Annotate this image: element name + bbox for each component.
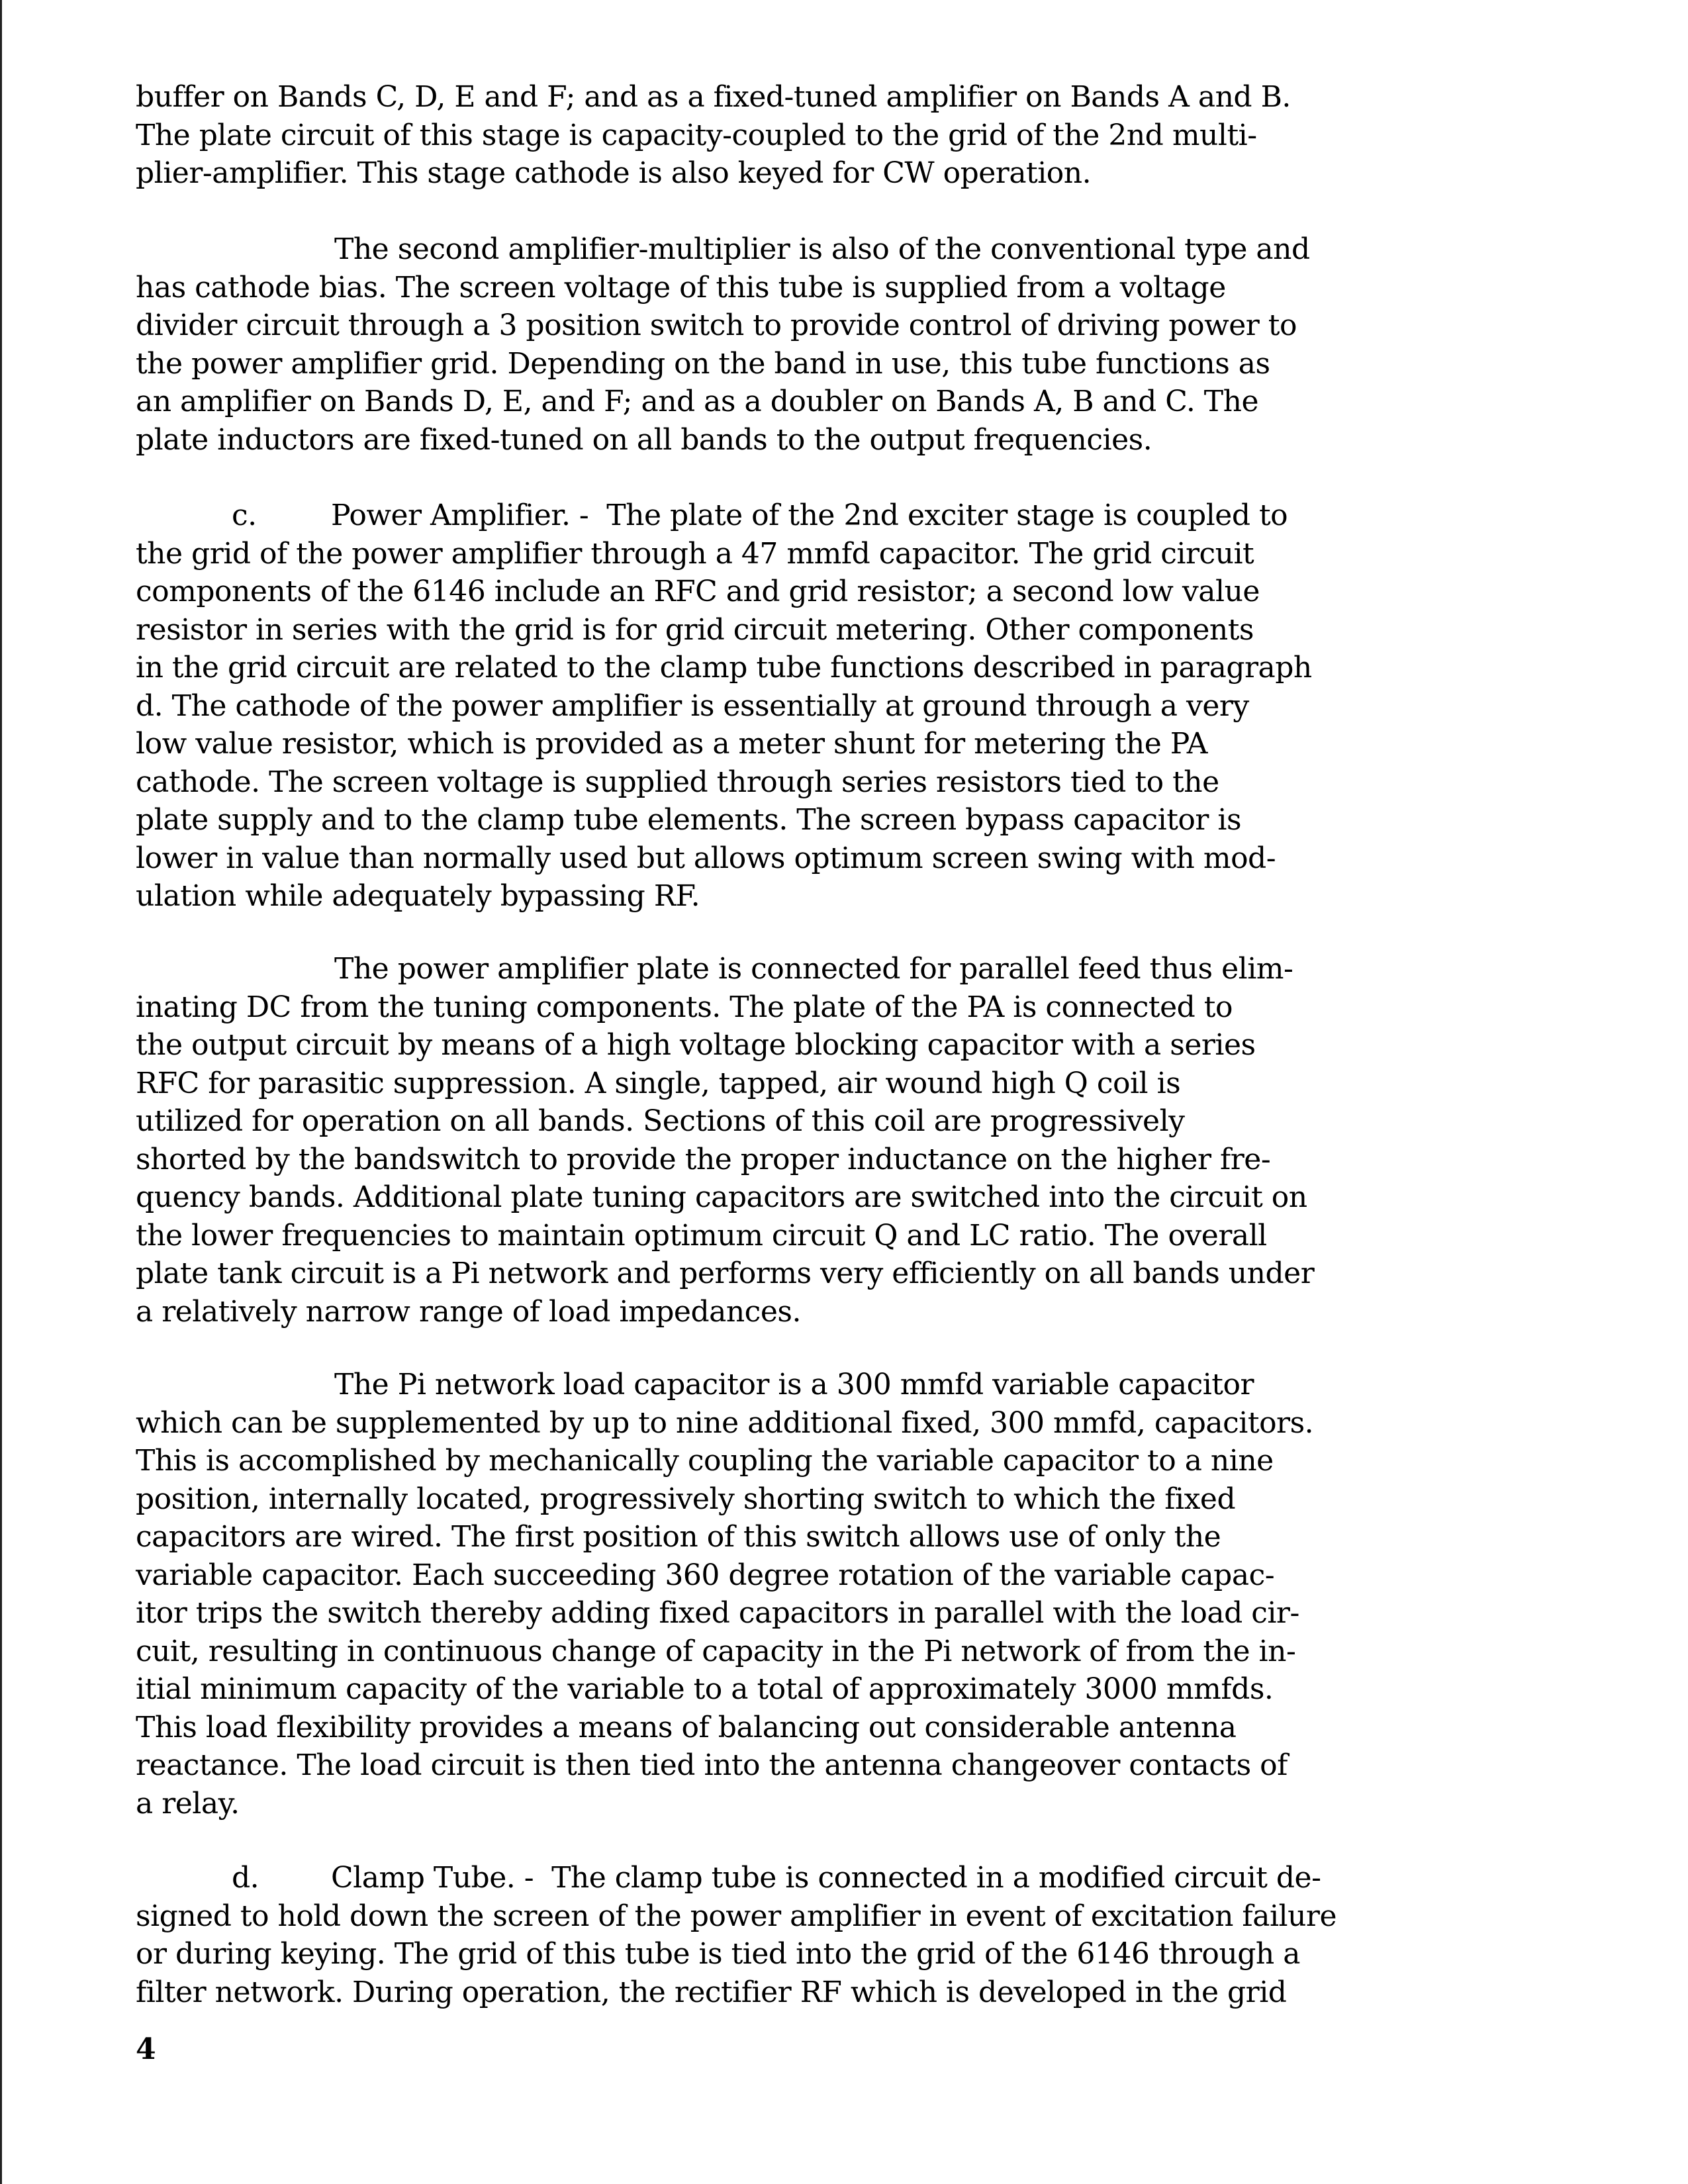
text-line: d. The cathode of the power amplifier is essentially at ground through a very: [136, 688, 1249, 723]
section-d-clamp-tube: [136, 1859, 1519, 2011]
text-line: which can be supplemented by up to nine additional fixed, 300 mmfd, capacitors.: [136, 1405, 1314, 1440]
text-line: The plate of the 2nd exciter stage is coupled to: [606, 499, 1288, 532]
section-letter: d.: [232, 1861, 259, 1895]
text-line: capacitors are wired. The first position of this switch allows use of only the: [136, 1520, 1221, 1554]
paragraph-pa-plate-feed: [136, 950, 1519, 1331]
text-line: The plate circuit of this stage is capacity-coupled to the grid of the 2nd multi-: [136, 118, 1257, 152]
text-line: plate supply and to the clamp tube elements. The screen bypass capacitor is: [136, 803, 1242, 837]
text-line: RFC for parasitic suppression. A single, tapped, air wound high Q coil is: [136, 1066, 1181, 1100]
text-line: shorted by the bandswitch to provide the proper inductance on the higher fre-: [136, 1142, 1271, 1176]
scan-edge-line: [0, 0, 2, 2184]
text-line: resistor in series with the grid is for grid circuit metering. Other components: [136, 612, 1254, 647]
text-line: plate tank circuit is a Pi network and performs very efficiently on all bands under: [136, 1257, 1315, 1290]
text-line: the power amplifier grid. Depending on the band in use, this tube functions as: [136, 346, 1270, 381]
text-line: a relatively narrow range of load impedances.: [136, 1294, 801, 1329]
text-line: The clamp tube is connected in a modified circuit de-: [551, 1861, 1321, 1895]
section-heading-line: [136, 1859, 1519, 1897]
text-line: cuit, resulting in continuous change of capacity in the Pi network of from the in-: [136, 1634, 1296, 1668]
text-line: low value resistor, which is provided as a meter shunt for metering the PA: [136, 727, 1208, 761]
text-line: buffer on Bands C, D, E and F; and as a fixed-tuned amplifier on Bands A and B.: [136, 80, 1291, 114]
text-line: filter network. During operation, the rectifier RF which is developed in the grid: [136, 1975, 1287, 2009]
text-line: utilized for operation on all bands. Sections of this coil are progressively: [136, 1104, 1185, 1138]
text-line: has cathode bias. The screen voltage of this tube is supplied from a voltage: [136, 270, 1226, 305]
section-heading-line: [136, 497, 1519, 535]
text-line: the output circuit by means of a high voltage blocking capacitor with a series: [136, 1028, 1256, 1062]
text-line: a relay.: [136, 1786, 240, 1821]
text-line: The second amplifier-multiplier is also of the conventional type and: [334, 232, 1310, 266]
text-line: lower in value than normally used but allows optimum screen swing with mod-: [136, 841, 1276, 875]
text-line: the grid of the power amplifier through a 47 mmfd capacitor. The grid circuit: [136, 536, 1254, 571]
text-line: or during keying. The grid of this tube is tied into the grid of the 6146 through a: [136, 1937, 1300, 1971]
text-line: ulation while adequately bypassing RF.: [136, 879, 700, 913]
text-line: inating DC from the tuning components. The plate of the PA is connected to: [136, 990, 1233, 1024]
text-line: position, internally located, progressively shorting switch to which the fixed: [136, 1482, 1236, 1516]
paragraph-second-amplifier-multiplier: [136, 230, 1519, 459]
text-line: variable capacitor. Each succeeding 360 degree rotation of the variable capac-: [136, 1558, 1275, 1592]
section-letter: c.: [232, 499, 257, 532]
text-line: quency bands. Additional plate tuning capacitors are switched into the circuit on: [136, 1180, 1307, 1214]
section-heading: Power Amplifier. -: [331, 499, 589, 532]
paragraph-buffer-continuation: [136, 78, 1519, 193]
text-line: reactance. The load circuit is then tied into the antenna changeover contacts of: [136, 1748, 1288, 1782]
text-line: cathode. The screen voltage is supplied through series resistors tied to the: [136, 765, 1219, 799]
text-line: This is accomplished by mechanically coupling the variable capacitor to a nine: [136, 1444, 1274, 1478]
text-line: an amplifier on Bands D, E, and F; and as a doubler on Bands A, B and C. The: [136, 385, 1259, 418]
text-line: itial minimum capacity of the variable to a total of approximately 3000 mmfds.: [136, 1672, 1274, 1706]
text-line: This load flexibility provides a means of balancing out considerable antenna: [136, 1710, 1237, 1744]
text-line: plier-amplifier. This stage cathode is also keyed for CW operation.: [136, 156, 1092, 190]
text-line: The Pi network load capacitor is a 300 mmfd variable capacitor: [334, 1368, 1254, 1401]
text-line: components of the 6146 include an RFC and grid resistor; a second low value: [136, 575, 1260, 608]
page-number: 4: [136, 2032, 156, 2066]
section-c-power-amplifier: [136, 497, 1519, 916]
text-line: The power amplifier plate is connected for parallel feed thus elim-: [334, 952, 1293, 986]
text-line: divider circuit through a 3 position switch to provide control of driving power to: [136, 309, 1297, 342]
paragraph-pi-network-load-capacitor: [136, 1366, 1519, 1823]
text-line: plate inductors are fixed-tuned on all bands to the output frequencies.: [136, 422, 1152, 457]
text-line: in the grid circuit are related to the clamp tube functions described in paragraph: [136, 651, 1312, 685]
section-heading: Clamp Tube. -: [331, 1861, 534, 1895]
text-line: itor trips the switch thereby adding fixed capacitors in parallel with the load cir-: [136, 1596, 1299, 1630]
text-line: signed to hold down the screen of the power amplifier in event of excitation failure: [136, 1899, 1336, 1933]
text-line: the lower frequencies to maintain optimum circuit Q and LC ratio. The overall: [136, 1218, 1267, 1253]
